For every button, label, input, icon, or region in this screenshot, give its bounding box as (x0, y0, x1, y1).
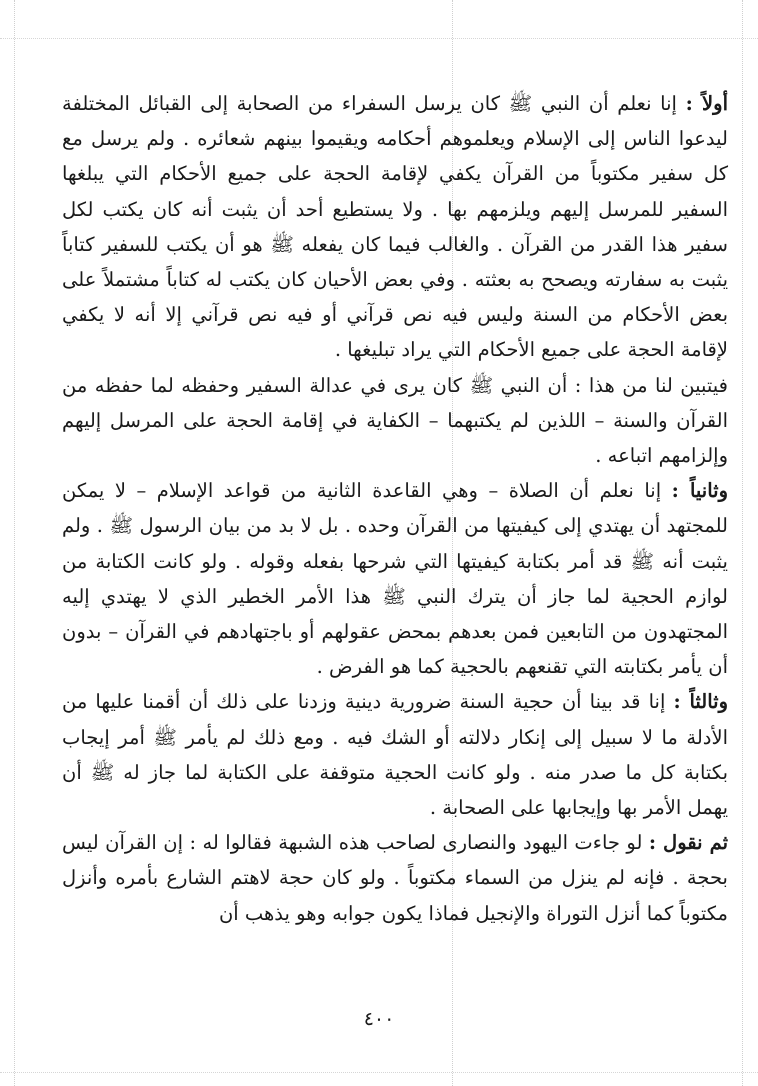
paragraph-text: إنا قد بينا أن حجية السنة ضرورية دينية وزدنا على ذلك أن أقمنا عليها من الأدلة ما لا سبيل إلى إنكار دلالته أو الشك فيه . ومع ذلك لم يأمر ﷺ أمر إيجاب بكتابة كل ما صدر منه . ولو كانت الحجية متوقفة على الكتابة لما جاز له ﷺ أن يهمل الأمر بها وإيجابها على الصحابة . (62, 690, 728, 820)
scan-guide-line (0, 1072, 758, 1073)
scan-guide-line (14, 0, 15, 1086)
paragraph-text: لو جاءت اليهود والنصارى لصاحب هذه الشبهة فقالوا له : إن القرآن ليس بحجة . فإنه لم ينزل من السماء مكتوباً . ولو كان حجة لاهتم الشارع بأمره وأنزل مكتوباً كما أنزل التوراة والإنجيل فماذا يكون جوابه وهو يذهب أن (62, 831, 728, 925)
page-number: ٤٠٠ (363, 1008, 395, 1030)
paragraph-then-we-say (62, 825, 728, 931)
paragraph-conclusion (62, 368, 728, 474)
paragraph-lead: أولاً : (685, 92, 728, 115)
paragraph-lead: وثالثاً : (673, 690, 728, 714)
page-body-text (62, 86, 728, 931)
paragraph-text: فيتبين لنا من هذا : أن النبي ﷺ كان يرى في عدالة السفير وحفظه لما حفظه من القرآن والسنة – اللذين لم يكتبهما – الكفاية في إقامة الحجة على المرسل إليهم وإلزامهم اتباعه . (62, 373, 728, 468)
paragraph-lead: وثانياً : (671, 479, 729, 503)
paragraph-lead: ثم نقول : (648, 831, 729, 855)
scan-guide-line (0, 38, 758, 39)
paragraph-text: إنا نعلم أن النبي ﷺ كان يرسل السفراء من الصحابة إلى القبائل المختلفة ليدعوا الناس إلى الإسلام ويعلموهم أحكامه ويقيموا بينهم شعائره . ولم يرسل مع كل سفير مكتوباً من القرآن يكفي لإقامة الحجة على جميع الأحكام التي يبلغها السفير للمرسل إليهم ويلزمهم بها . ولا يستطيع أحد أن يثبت أنه كان يكتب لكل سفير هذا القدر من القرآن . والغالب فيما كان يفعله ﷺ هو أن يكتب للسفير كتاباً يثبت به سفارته ويصحح به بعثته . وفي بعض الأحيان كان يكتب له كتاباً مشتملاً على بعض الأحكام من السنة وليس فيه نص قرآني أو فيه نص قرآني إلا أنه لا يكفي لإقامة الحجة على جميع الأحكام التي يراد تبليغها . (62, 92, 728, 362)
paragraph-text: إنا نعلم أن الصلاة – وهي القاعدة الثانية من قواعد الإسلام – لا يمكن للمجتهد أن يهتدي إلى كيفيتها من القرآن وحده . بل لا بد من بيان الرسول ﷺ . ولم يثبت أنه ﷺ قد أمر بكتابة كيفيتها التي شرحها بفعله وقوله . ولو كانت الكتابة من لوازم الحجية لما جاز أن يترك النبي ﷺ هذا الأمر الخطير الذي لا يهتدي إليه المجتهدون من التابعين فمن بعدهم بمحض عقولهم أو باجتهادهم في القرآن – بدون أن يأمر بكتابته التي تقنعهم بالحجية كما هو الفرض . (62, 479, 728, 679)
paragraph-second (62, 473, 728, 684)
paragraph-third (62, 684, 728, 825)
scan-guide-line (742, 0, 743, 1086)
paragraph-first (62, 86, 728, 368)
